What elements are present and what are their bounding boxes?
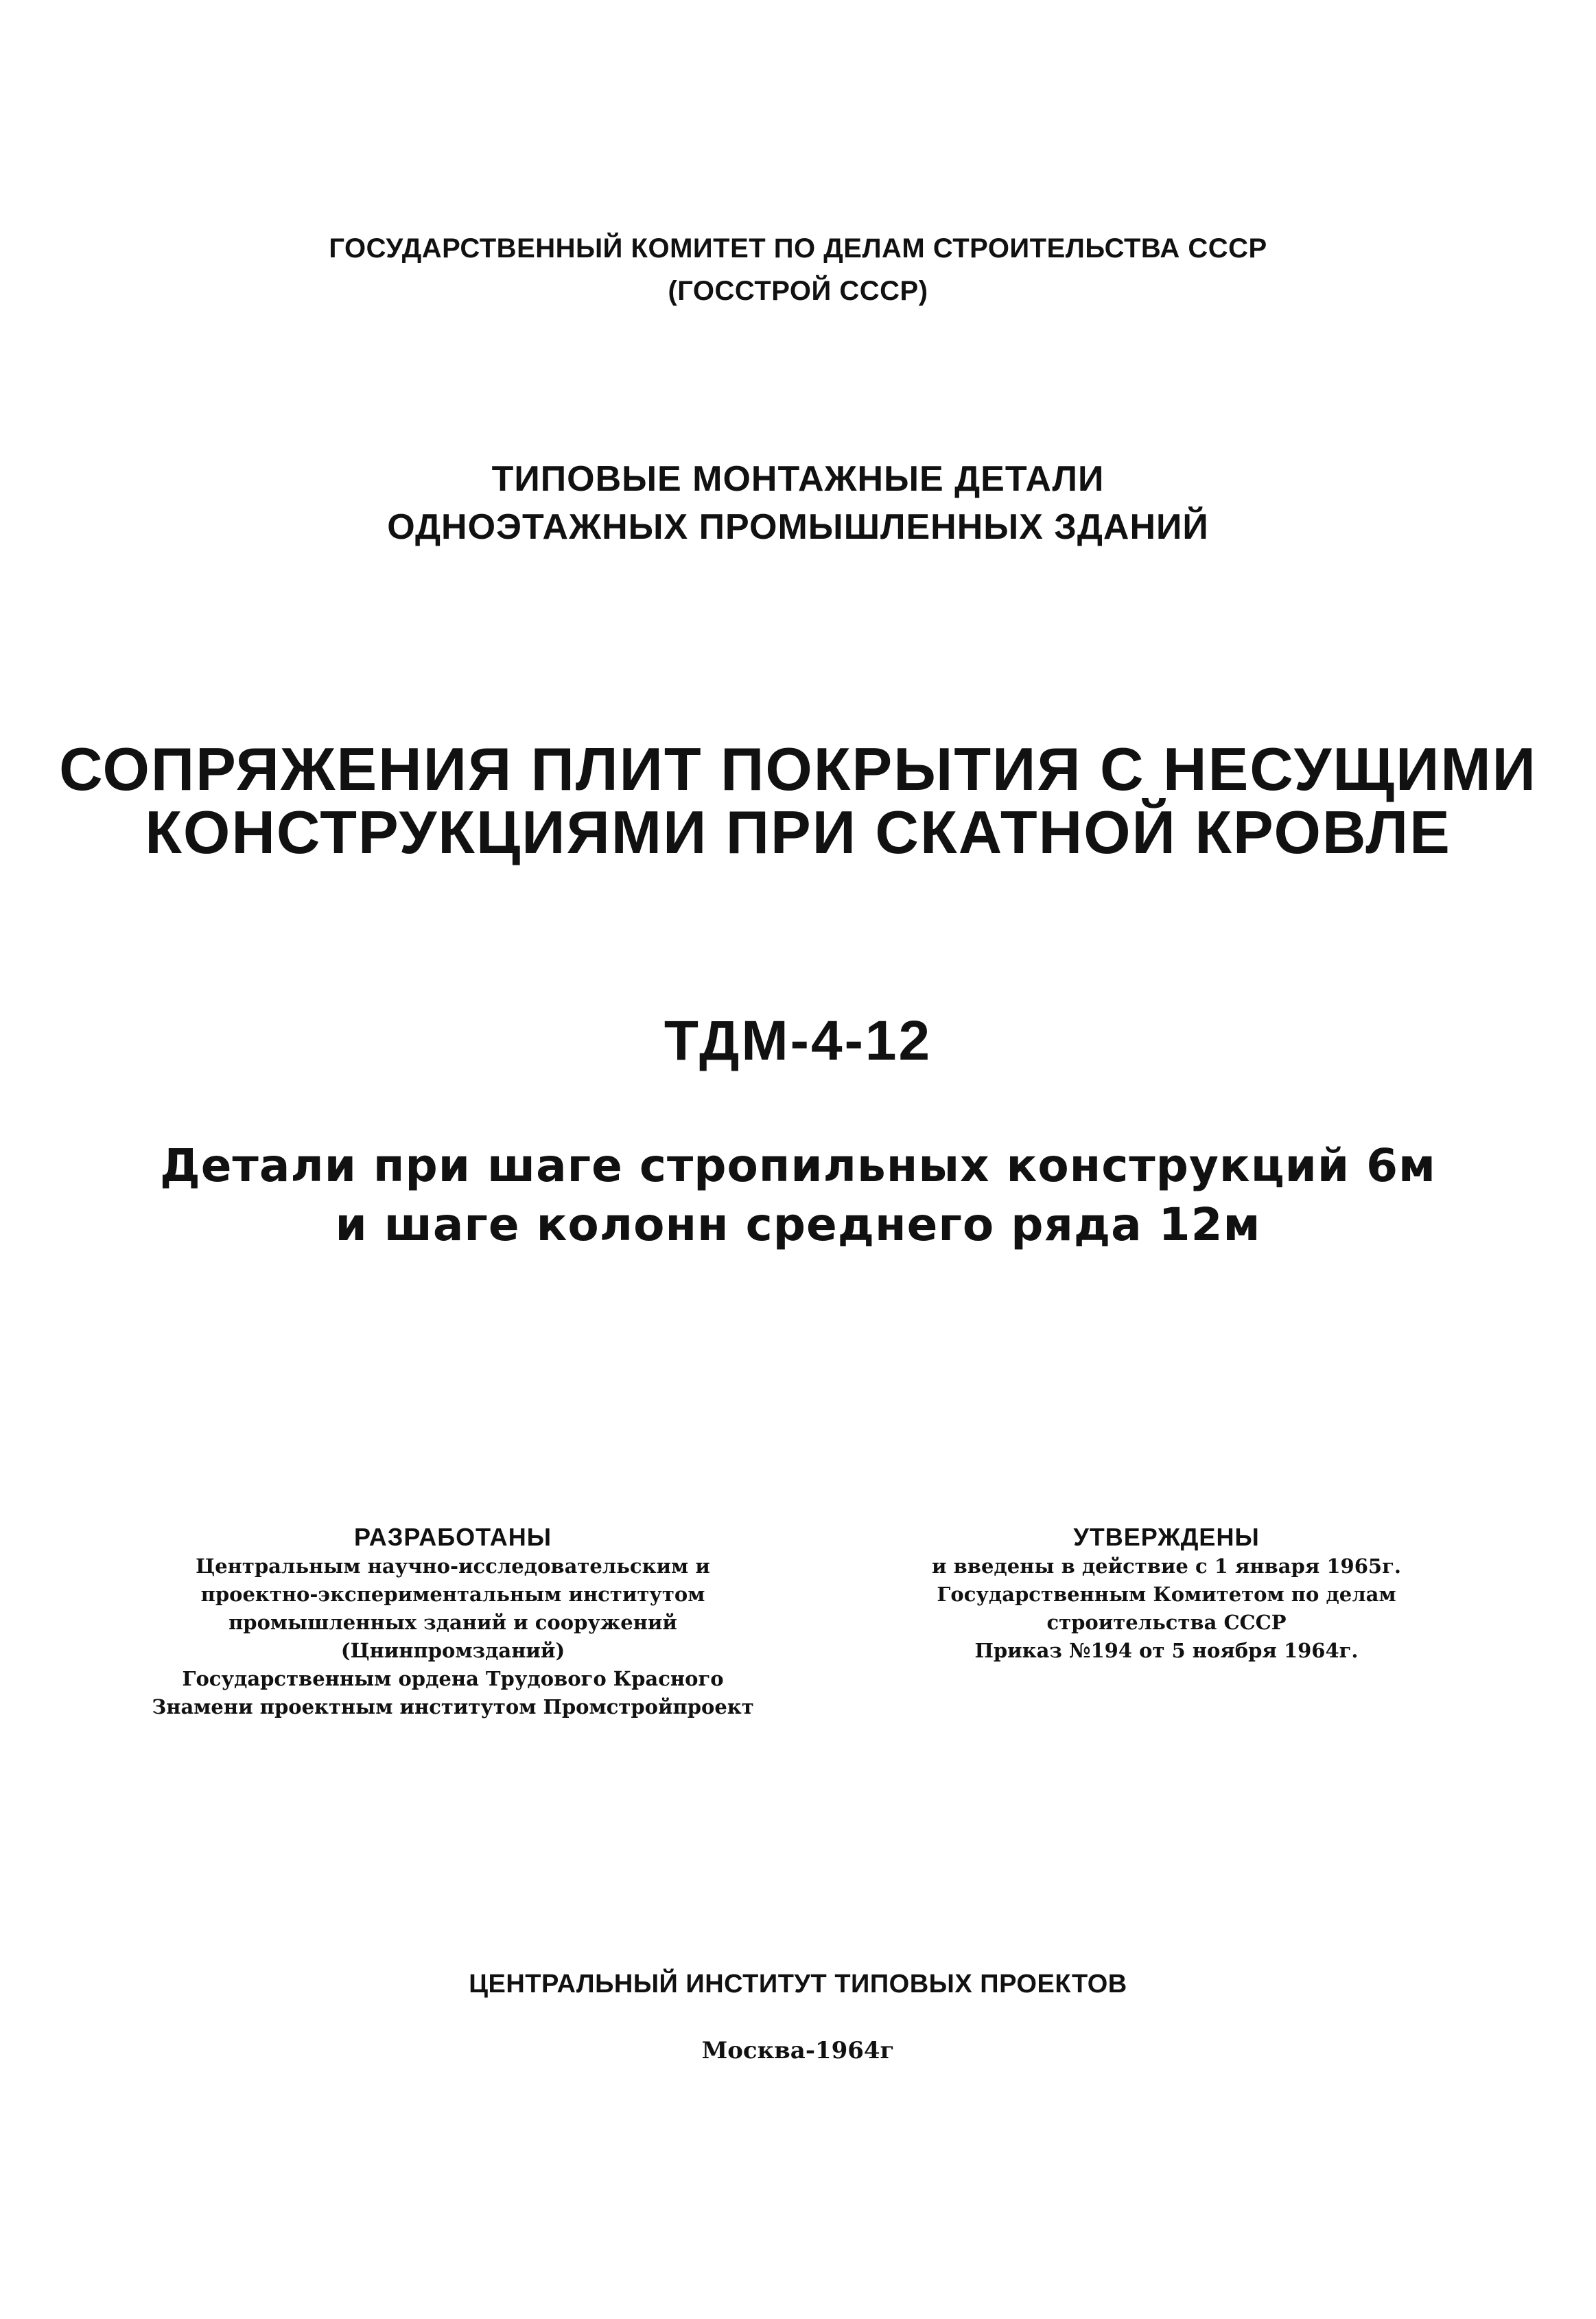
agency-line-1: ГОСУДАРСТВЕННЫЙ КОМИТЕТ ПО ДЕЛАМ СТРОИТЕЛЬСТВА СССР <box>329 233 1267 264</box>
developed-line: (Цнинпромзданий) <box>340 1639 565 1662</box>
publisher: ЦЕНТРАЛЬНЫЙ ИНСТИТУТ ТИПОВЫХ ПРОЕКТОВ <box>469 1970 1127 1998</box>
developed-heading: РАЗРАБОТАНЫ <box>353 1523 552 1551</box>
series-line-1: ТИПОВЫЕ МОНТАЖНЫЕ ДЕТАЛИ <box>491 459 1105 499</box>
subtitle-line-2: и шаге колонн среднего ряда 12м <box>335 1198 1261 1251</box>
document-title-line-1: СОПРЯЖЕНИЯ ПЛИТ ПОКРЫТИЯ С НЕСУЩИМИ <box>59 735 1537 803</box>
document-title-line-2: КОНСТРУКЦИЯМИ ПРИ СКАТНОЙ КРОВЛЕ <box>145 798 1451 866</box>
subtitle-line-1: Детали при шаге стропильных конструкций 6м <box>160 1139 1436 1192</box>
approved-heading: УТВЕРЖДЕНЫ <box>1073 1523 1260 1551</box>
series-line-2: ОДНОЭТАЖНЫХ ПРОМЫШЛЕННЫХ ЗДАНИЙ <box>387 507 1209 547</box>
city-year: Москва-1964г <box>701 2037 895 2064</box>
developed-line: Знамени проектным институтом Промстройпроект <box>152 1695 754 1718</box>
approved-line: строительства СССР <box>1046 1611 1287 1634</box>
agency-line-2: (ГОССТРОЙ СССР) <box>668 276 928 306</box>
approved-line: Приказ №194 от 5 ноября 1964г. <box>974 1639 1359 1662</box>
approved-line: Государственным Комитетом по делам <box>937 1583 1396 1606</box>
developed-block <box>110 1522 796 1721</box>
developed-line: Центральным научно-исследовательским и <box>196 1554 710 1578</box>
developed-line: промышленных зданий и сооружений <box>228 1611 677 1634</box>
approved-block <box>885 1522 1448 1665</box>
developed-line: Государственным ордена Трудового Красного <box>182 1667 724 1690</box>
document-code: ТДМ-4-12 <box>664 1010 932 1072</box>
developed-line: проектно-экспериментальным институтом <box>200 1583 705 1606</box>
approved-line: и введены в действие с 1 января 1965г. <box>932 1554 1401 1578</box>
